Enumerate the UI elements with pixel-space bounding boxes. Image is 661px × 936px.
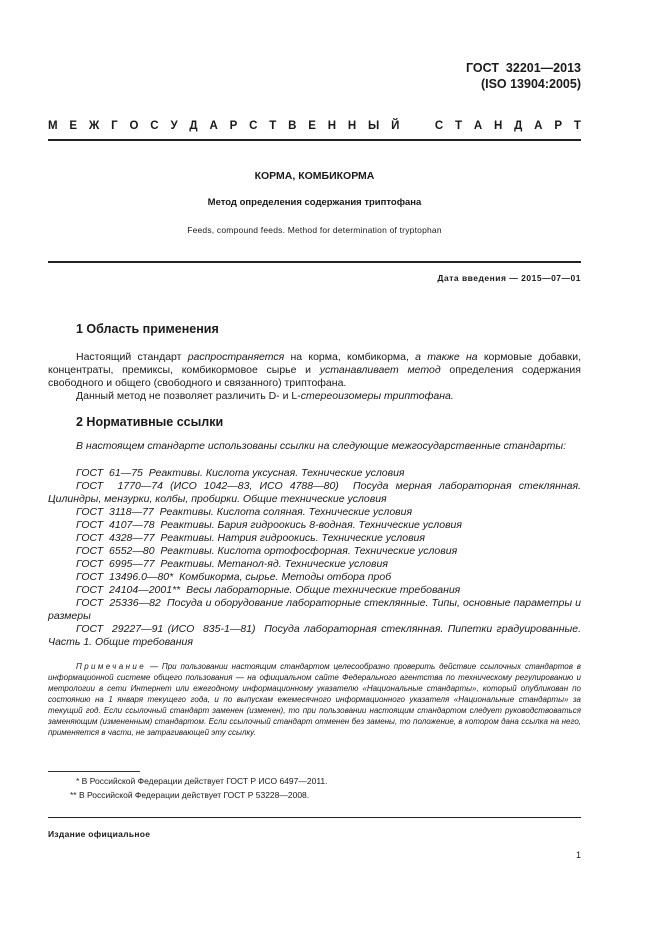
section-1-paragraph-1: [48, 351, 581, 390]
banner-letter: Й: [391, 120, 400, 132]
reference-item: ГОСТ 4328—77 Реактивы. Натрия гидроокись. Технические условия: [76, 532, 425, 544]
intro-date: Дата введения — 2015—07—01: [437, 273, 581, 283]
footnote-1: * В Российской Федерации действует ГОСТ Р ИСО 6497—2011.: [76, 776, 328, 786]
section-1-paragraph-2: [48, 390, 581, 403]
edition-rule: [48, 817, 581, 818]
banner-letter: Т: [455, 120, 463, 132]
method-title: Метод определения содержания триптофана: [207, 197, 422, 208]
title-rule: [48, 261, 581, 263]
gost-number: ГОСТ 32201—2013: [465, 61, 581, 75]
banner-letter: А: [209, 120, 218, 132]
text-run: стереоизомеры триптофана.: [300, 390, 454, 402]
document-title: КОРМА, КОМБИКОРМА: [254, 170, 375, 182]
banner-letter: Е: [308, 120, 316, 132]
note: [48, 661, 581, 738]
reference-item: ГОСТ 6995—77 Реактивы. Метанол-яд. Технические условия: [76, 558, 388, 570]
banner-letter: Р: [229, 120, 238, 132]
banner-letter: Г: [111, 120, 118, 132]
text-run: распространяется: [187, 351, 285, 363]
official-edition-label: Издание официальное: [48, 829, 151, 839]
note-text: — При пользовании настоящим стандартом целесообразно проверить действие ссылочных стандартов в информационной системе общего пользования — на официальном сайте Федерального агентства по техническому регулированию и метрологии в сети Интернет или ежегодному информационному указателю «Национальные стандарты», который опубликован по состоянию на 1 января текущего года, и по выпускам ежемесячного информационного указателя «Национальные стандарты» за текущий год. Если ссылочный стандарт заменен (изменен), то при пользовании настоящим стандартом следует руководствоваться заменяющим (измененным) стандартом. Если ссылочный стандарт отменен без замены, то положение, в котором дана ссылка на него, применяется в части, не затрагивающей эту ссылку.: [48, 662, 581, 737]
footnote-2: ** В Российской Федерации действует ГОСТ Р 53228—2008.: [70, 790, 310, 800]
banner-letter: Д: [189, 120, 198, 132]
note-label: Примечание: [76, 662, 147, 671]
banner-letter: Ж: [88, 120, 100, 132]
banner-letter: С: [434, 120, 444, 132]
banner-letter: О: [129, 120, 139, 132]
english-title: Feeds, compound feeds. Method for determination of tryptophan: [187, 225, 442, 235]
banner-letter: Т: [269, 120, 277, 132]
reference-item: ГОСТ 6552—80 Реактивы. Кислота ортофосфорная. Технические условия: [76, 545, 458, 557]
banner-letter: Н: [494, 120, 503, 132]
banner-letter: У: [170, 120, 178, 132]
banner-letter: С: [150, 120, 159, 132]
banner-letter: В: [288, 120, 297, 132]
footnote-rule: [48, 771, 140, 772]
banner-letter: М: [48, 120, 58, 132]
text-run: кормовые добавки, концентраты, премиксы, комбикормовое сырье и: [48, 351, 582, 376]
top-rule: [48, 139, 581, 141]
iso-number: (ISO 13904:2005): [480, 77, 581, 91]
banner-letter: Н: [327, 120, 337, 132]
banner-letter: А: [534, 120, 543, 132]
banner-letter: А: [473, 120, 483, 132]
section-2-heading: 2 Нормативные ссылки: [76, 415, 224, 429]
banner-letter: Н: [347, 120, 357, 132]
text-run: Настоящий стандарт: [76, 351, 188, 363]
text-run: на корма, комбикорма,: [284, 351, 416, 363]
text-run: а также на: [415, 351, 478, 363]
reference-item: ГОСТ 29227—91 (ИСО 835-1—81) Посуда лабораторная стеклянная. Пипетки градуированные. Часть 1. Общие требования: [48, 623, 584, 648]
banner-letter: Д: [514, 120, 523, 132]
reference-item: ГОСТ 24104—2001** Весы лабораторные. Общие технические требования: [76, 584, 461, 596]
reference-item: ГОСТ 4107—78 Реактивы. Бария гидроокись 8-водная. Технические условия: [76, 519, 462, 531]
banner-letter: Р: [554, 120, 562, 132]
section-2-intro: [48, 440, 581, 453]
reference-item: ГОСТ 3118—77 Реактивы. Кислота соляная. Технические условия: [76, 506, 413, 518]
text-run: устанавливает метод: [319, 364, 441, 376]
banner-letter: С: [249, 120, 258, 132]
text-run: Данный метод не позволяет различить D- и L-: [76, 390, 301, 402]
reference-item: ГОСТ 61—75 Реактивы. Кислота уксусная. Технические условия: [76, 467, 405, 479]
banner-letter: Т: [573, 120, 581, 132]
page-number: 1: [575, 850, 581, 860]
section-1-heading: 1 Область применения: [76, 322, 219, 336]
text-run: определения содержания свободного и общего (свободного и связанного) триптофана.: [48, 364, 581, 389]
reference-item: ГОСТ 13496.0—80* Комбикорма, сырье. Методы отбора проб: [76, 571, 392, 583]
section-2-intro-text: В настоящем стандарте использованы ссылки на следующие межгосударственные стандарты:: [76, 440, 566, 452]
banner-letter: Е: [69, 120, 78, 132]
reference-item: ГОСТ 1770—74 (ИСО 1042—83, ИСО 4788—80) Посуда мерная лабораторная стеклянная. Цилиндры, мензурки, колбы, пробирки. Общие технические условия: [48, 480, 584, 505]
interstate-standard-banner: [48, 120, 581, 132]
normative-references-list: [48, 467, 584, 649]
gost-designation: [466, 60, 581, 92]
reference-item: ГОСТ 25336—82 Посуда и оборудование лабораторные стеклянные. Типы, основные параметры и размеры: [48, 597, 584, 622]
banner-letter: Ы: [368, 120, 380, 132]
